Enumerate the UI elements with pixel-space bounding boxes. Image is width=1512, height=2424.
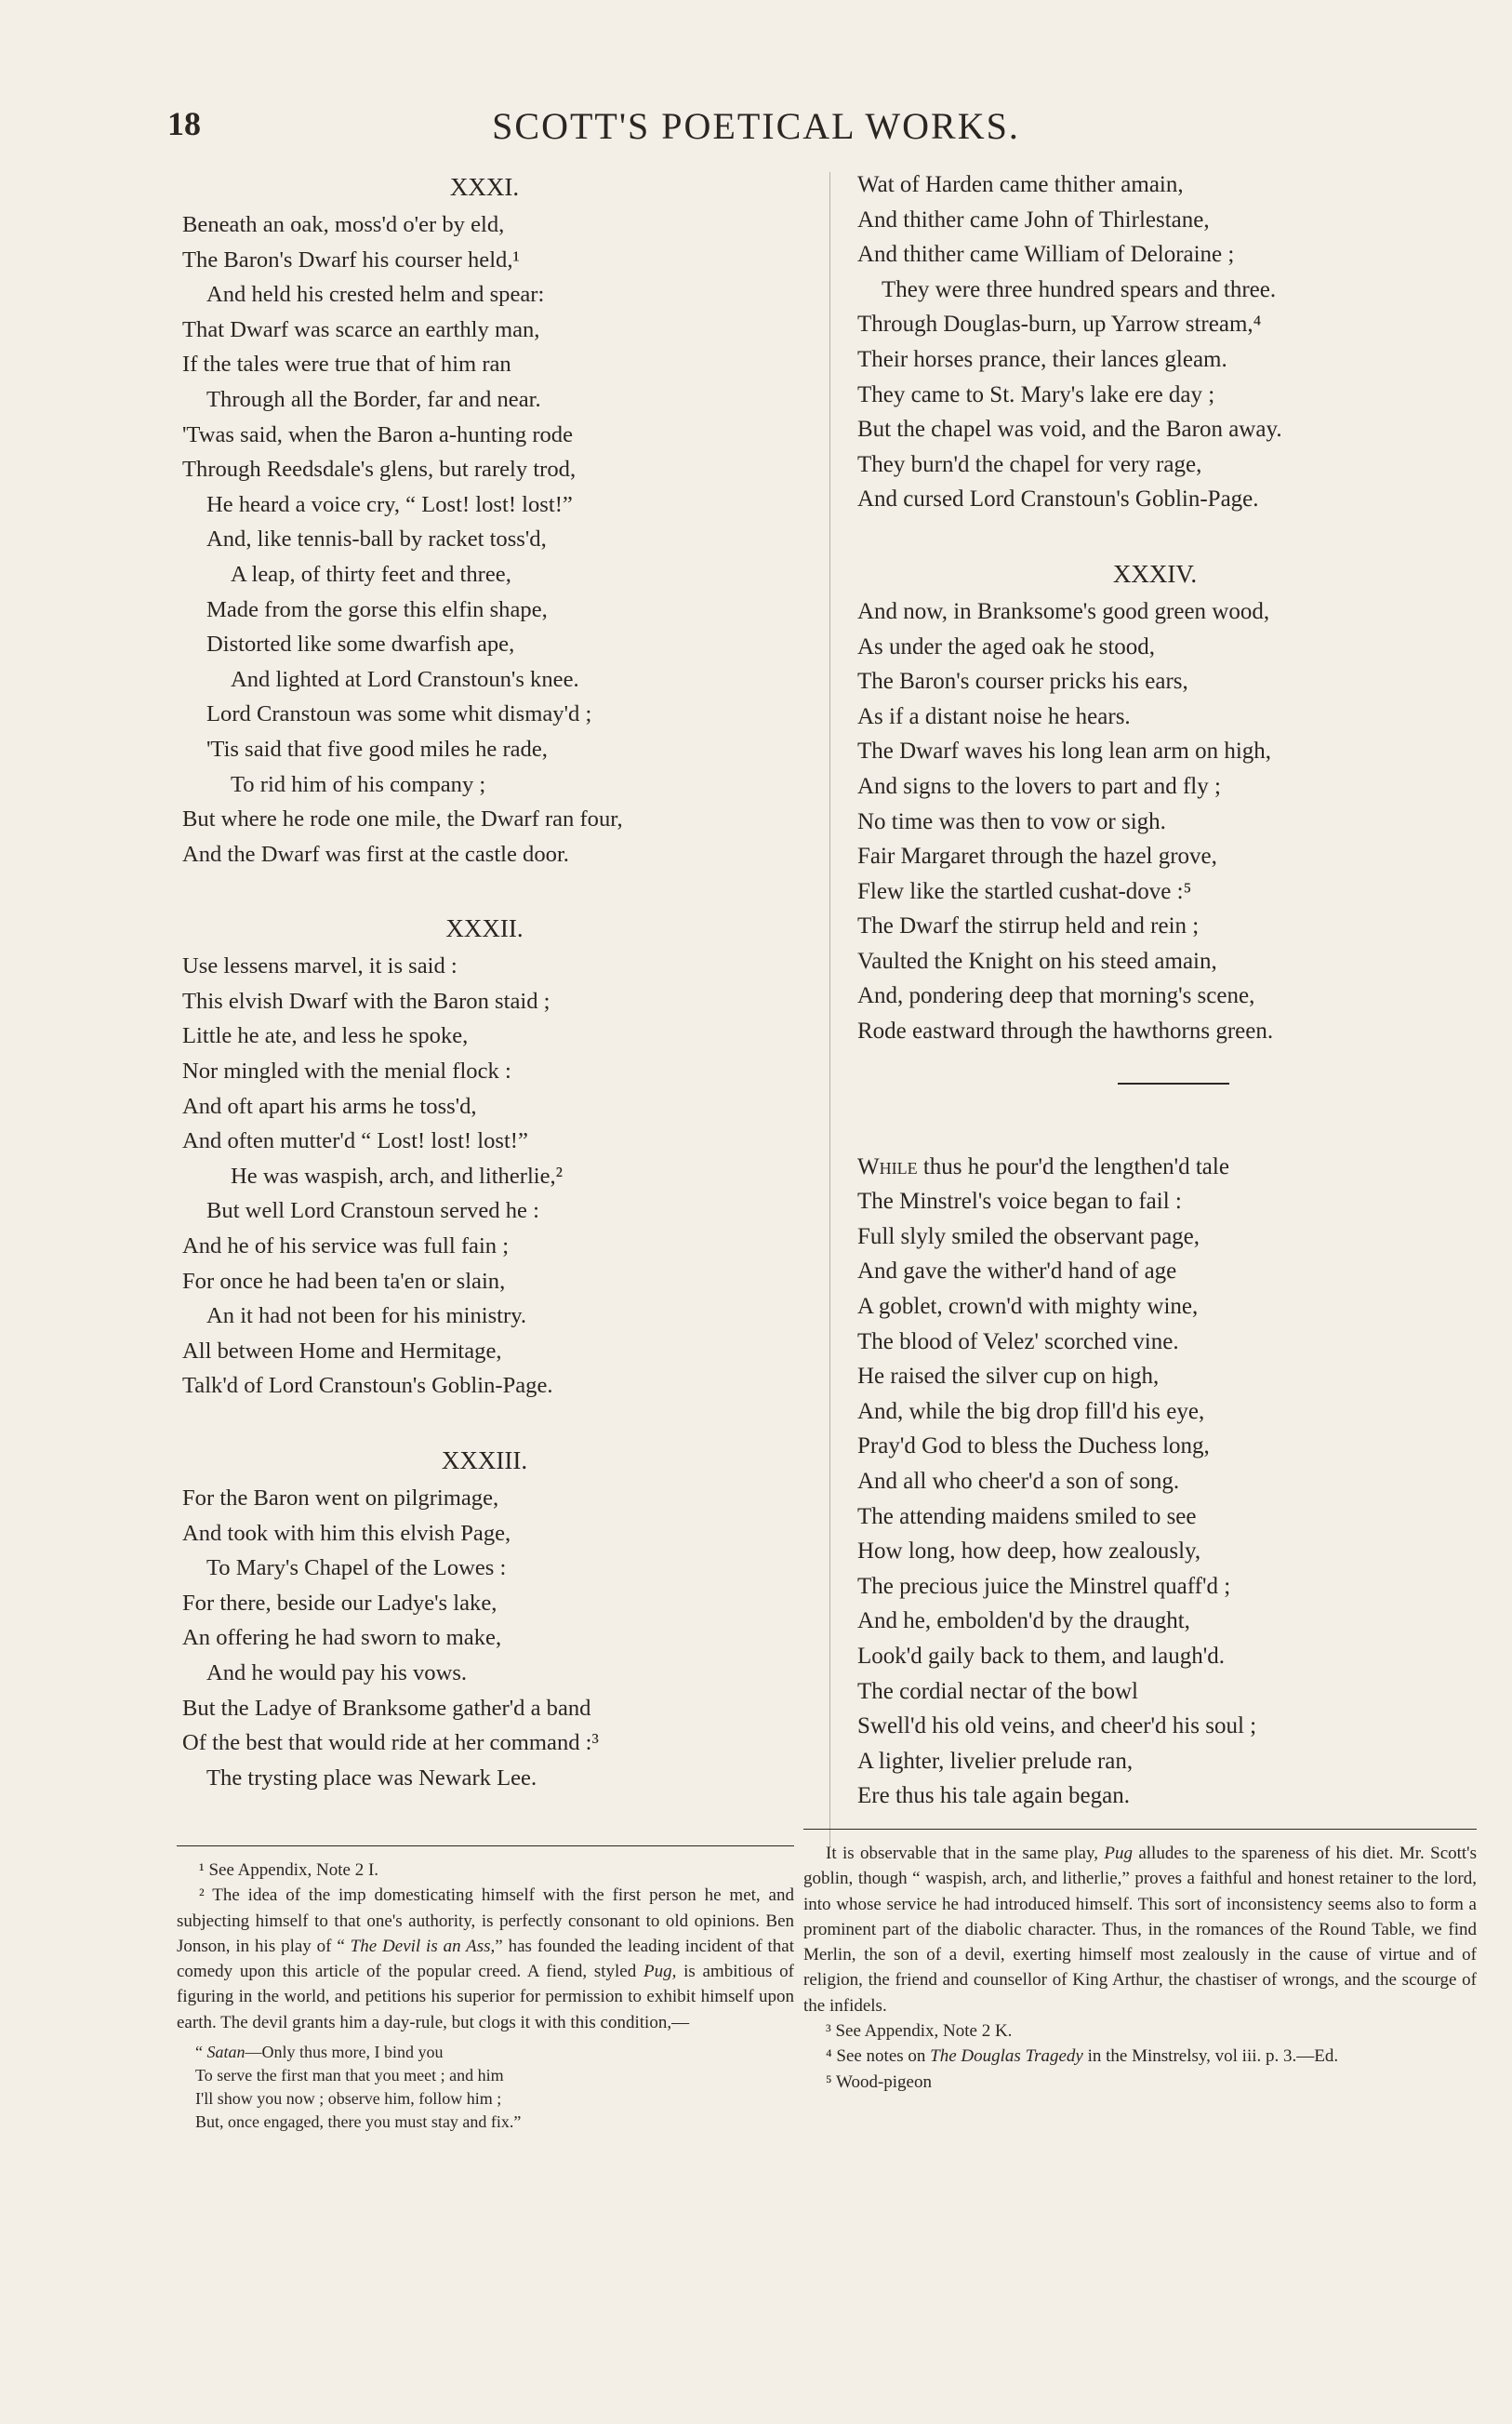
footnotes-right — [803, 1829, 1477, 2095]
verse-line: And all who cheer'd a son of song. — [857, 1469, 1180, 1494]
stanza-xxxii — [182, 949, 787, 1404]
verse-line: And signs to the lovers to part and fly ; — [857, 773, 1221, 799]
verse-line: And he, embolden'd by the draught, — [857, 1608, 1190, 1634]
verse-line: And oft apart his arms he toss'd, — [182, 1093, 477, 1119]
verse-line: 'Twas said, when the Baron a-hunting rode — [182, 421, 574, 447]
verse-line: And held his crested helm and spear: — [206, 282, 545, 308]
verse-line: Talk'd of Lord Cranstoun's Goblin-Page. — [182, 1373, 553, 1399]
verse-line: But well Lord Cranstoun served he : — [206, 1198, 539, 1224]
verse-line: Swell'd his old veins, and cheer'd his soul ; — [857, 1713, 1257, 1739]
verse-line: That Dwarf was scarce an earthly man, — [182, 316, 540, 342]
verse-line: And, like tennis-ball by racket toss'd, — [206, 526, 547, 553]
verse-line: Beneath an oak, moss'd o'er by eld, — [182, 212, 505, 237]
footnote-1: ¹ See Appendix, Note 2 I. — [199, 1860, 379, 1880]
verse-line: Rode eastward through the hawthorns green. — [857, 1019, 1274, 1045]
running-head: SCOTT'S POETICAL WORKS. — [492, 105, 1020, 147]
verse-line: The Dwarf waves his long lean arm on high, — [857, 739, 1272, 765]
quote-line: I'll show you now ; observe him, follow him ; — [195, 2089, 502, 2109]
verse-line: For the Baron went on pilgrimage, — [182, 1485, 499, 1511]
verse-line: The attending maidens smiled to see — [857, 1503, 1197, 1529]
verse-line: Wat of Harden came thither amain, — [857, 172, 1184, 197]
stanza-xxxiv — [857, 594, 1452, 1049]
verse-line: And often mutter'd “ Lost! lost! lost!” — [182, 1128, 528, 1154]
verse-line: All between Home and Hermitage, — [182, 1338, 502, 1364]
verse-line: Their horses prance, their lances gleam. — [857, 346, 1227, 372]
verse-line — [857, 1150, 1452, 1185]
verse-line: And he of his service was full fain ; — [182, 1233, 510, 1259]
verse-line: The blood of Velez' scorched vine. — [857, 1328, 1179, 1354]
verse-line: And, while the big drop fill'd his eye, — [857, 1398, 1205, 1424]
verse-line: They were three hundred spears and three. — [882, 276, 1277, 302]
verse-line: And thither came William of Deloraine ; — [857, 242, 1235, 268]
verse-line: They came to St. Mary's lake ere day ; — [857, 381, 1215, 407]
verse-line: Little he ate, and less he spoke, — [182, 1023, 469, 1049]
verse-line: This elvish Dwarf with the Baron staid ; — [182, 988, 550, 1014]
verse-line: As if a distant noise he hears. — [857, 703, 1131, 729]
verse-line: Made from the gorse this elfin shape, — [206, 596, 548, 622]
stanza-xxxiii-continued — [857, 167, 1452, 517]
right-column — [857, 167, 1452, 1814]
verse-line: The trysting place was Newark Lee. — [206, 1765, 537, 1791]
verse-line: The Baron's courser pricks his ears, — [857, 669, 1188, 695]
left-column — [182, 167, 787, 1795]
verse-line: And took with him this elvish Page, — [182, 1520, 511, 1546]
verse-line: And gave the wither'd hand of age — [857, 1259, 1177, 1285]
verse-line: A lighter, livelier prelude ran, — [857, 1748, 1134, 1774]
quote-line: “ Satan—Only thus more, I bind you — [195, 2043, 444, 2062]
verse-line: Ere thus his tale again began. — [857, 1783, 1130, 1809]
verse-line: Through all the Border, far and near. — [206, 386, 541, 412]
verse-line: But the Ladye of Branksome gather'd a band — [182, 1695, 591, 1721]
footnote-4: ⁴ See notes on The Douglas Tragedy in the Minstrelsy, vol iii. p. 3.—Ed. — [826, 2046, 1339, 2067]
verse-line: No time was then to vow or sigh. — [857, 808, 1166, 834]
verse-line: And the Dwarf was first at the castle door. — [182, 841, 569, 867]
verse-line: An offering he had sworn to make, — [182, 1625, 502, 1651]
page-number: 18 — [167, 105, 201, 142]
verse-line: Lord Cranstoun was some whit dismay'd ; — [206, 701, 592, 727]
verse-line: And thither came John of Thirlestane, — [857, 206, 1210, 233]
footnotes-left — [177, 1845, 794, 2134]
verse-line: Vaulted the Knight on his steed amain, — [857, 948, 1217, 974]
verse-line: How long, how deep, how zealously, — [857, 1538, 1201, 1565]
verse-line: Of the best that would ride at her command :³ — [182, 1730, 599, 1756]
verse-line: To Mary's Chapel of the Lowes : — [206, 1555, 507, 1581]
footnote-title: The Douglas Tragedy — [930, 2046, 1083, 2067]
footnote-name: Pug — [1104, 1844, 1133, 1863]
verse-line: He was waspish, arch, and litherlie,² — [231, 1163, 564, 1189]
verse-line: They burn'd the chapel for very rage, — [857, 451, 1202, 477]
verse-line: And, pondering deep that morning's scene, — [857, 983, 1255, 1009]
verse-line: And now, in Branksome's good green wood, — [857, 598, 1270, 624]
verse-line: Through Reedsdale's glens, but rarely trod, — [182, 457, 577, 483]
footnote-title: The Devil is an Ass, — [350, 1936, 496, 1956]
verse-line: A goblet, crown'd with mighty wine, — [857, 1294, 1199, 1320]
verse-line: The Dwarf the stirrup held and rein ; — [857, 913, 1200, 939]
footnote-quote — [195, 2041, 794, 2134]
verse-line: The Baron's Dwarf his courser held,¹ — [182, 246, 520, 273]
footnote-name: Pug, — [643, 1962, 677, 1982]
stanza-heading-xxxiv: XXXIV. — [1112, 559, 1198, 588]
quote-line: To serve the first man that you meet ; and him — [195, 2066, 504, 2085]
verse-line: Pray'd God to bless the Duchess long, — [857, 1433, 1210, 1459]
section-rule — [1118, 1083, 1229, 1085]
verse-line: Nor mingled with the menial flock : — [182, 1059, 511, 1085]
verse-line: He raised the silver cup on high, — [857, 1364, 1160, 1390]
footnote-2: ² The idea of the imp domesticating himself with the first person he met, and subjecting himself to that one's authority, is perfectly consonant to old opinions. Ben Jonson, in his play of “ The Devil is an Ass,” has founded the leading incident of that comedy upon this article of the popular creed. A fiend, styled Pug, is ambitious of figuring in the world, and petitions his superior for permission to exhibit himself upon earth. The devil grants him a day-rule, but clogs it with this condition,— — [177, 1885, 795, 2032]
stanza-heading-xxxi: XXXI. — [449, 173, 520, 201]
verse-line: 'Tis said that five good miles he rade, — [206, 736, 548, 762]
verse-line: Use lessens marvel, it is said : — [182, 953, 458, 979]
footnote-rule — [803, 1829, 1477, 1830]
verse-line: Full slyly smiled the observant page, — [857, 1223, 1200, 1249]
column-divider — [829, 172, 830, 1846]
footnote-rule — [177, 1845, 794, 1846]
verse-line: But the chapel was void, and the Baron away. — [857, 417, 1282, 443]
verse-line: Fair Margaret through the hazel grove, — [857, 844, 1217, 870]
verse-line: A leap, of thirty feet and three, — [231, 561, 511, 587]
footnote-5: ⁵ Wood-pigeon — [826, 2071, 932, 2092]
drop-word: While — [857, 1153, 918, 1179]
verse-line: And he would pay his vows. — [206, 1659, 468, 1685]
footnote-2-continued: It is observable that in the same play, Pug alludes to the spareness of his diet. Mr. Scott's goblin, though “ waspish, arch, and litherlie,” proves a faithful and honest retainer to the lord, into whose service he had introduced himself. This sort of inconsistency seems also to form a prominent part of the diabolic character. Thus, in the romances of the Round Table, we find Merlin, the son of a devil, exerting himself most zealously in the cause of virtue and of religion, the friend and counsellor of King Arthur, the chastiser of wrongs, and the scourge of the infidels. — [803, 1844, 1478, 2016]
stanza-xxxi — [182, 207, 787, 872]
verse-line-rest: thus he pour'd the lengthen'd tale — [917, 1153, 1229, 1179]
stanza-xxxiii — [182, 1481, 787, 1795]
verse-line: The precious juice the Minstrel quaff'd ; — [857, 1573, 1231, 1599]
interlude-stanza — [857, 1150, 1452, 1814]
verse-line: An it had not been for his ministry. — [206, 1303, 527, 1329]
verse-line: He heard a voice cry, “ Lost! lost! lost!” — [206, 491, 573, 517]
verse-line: Flew like the startled cushat-dove :⁵ — [857, 878, 1192, 904]
footnote-3: ³ See Appendix, Note 2 K. — [826, 2021, 1013, 2042]
stanza-heading-xxxiii: XXXIII. — [441, 1446, 528, 1474]
verse-line: The cordial nectar of the bowl — [857, 1678, 1138, 1704]
verse-line: But where he rode one mile, the Dwarf ran four, — [182, 806, 623, 832]
stanza-heading-xxxii: XXXII. — [445, 914, 524, 943]
verse-line: The Minstrel's voice began to fail : — [857, 1189, 1182, 1215]
verse-line: And cursed Lord Cranstoun's Goblin-Page. — [857, 486, 1259, 513]
quote-speaker: Satan — [206, 2043, 245, 2062]
quote-line: But, once engaged, there you must stay and fix.” — [195, 2112, 522, 2132]
verse-line: Distorted like some dwarfish ape, — [206, 632, 515, 658]
verse-line: If the tales were true that of him ran — [182, 352, 511, 378]
verse-line: To rid him of his company ; — [231, 771, 486, 797]
verse-line: And lighted at Lord Cranstoun's knee. — [231, 666, 579, 692]
verse-line: For once he had been ta'en or slain, — [182, 1268, 506, 1294]
verse-line: Look'd gaily back to them, and laugh'd. — [857, 1643, 1226, 1669]
verse-line: Through Douglas-burn, up Yarrow stream,⁴ — [857, 312, 1262, 338]
verse-line: For there, beside our Ladye's lake, — [182, 1590, 497, 1616]
verse-line: As under the aged oak he stood, — [857, 633, 1156, 659]
